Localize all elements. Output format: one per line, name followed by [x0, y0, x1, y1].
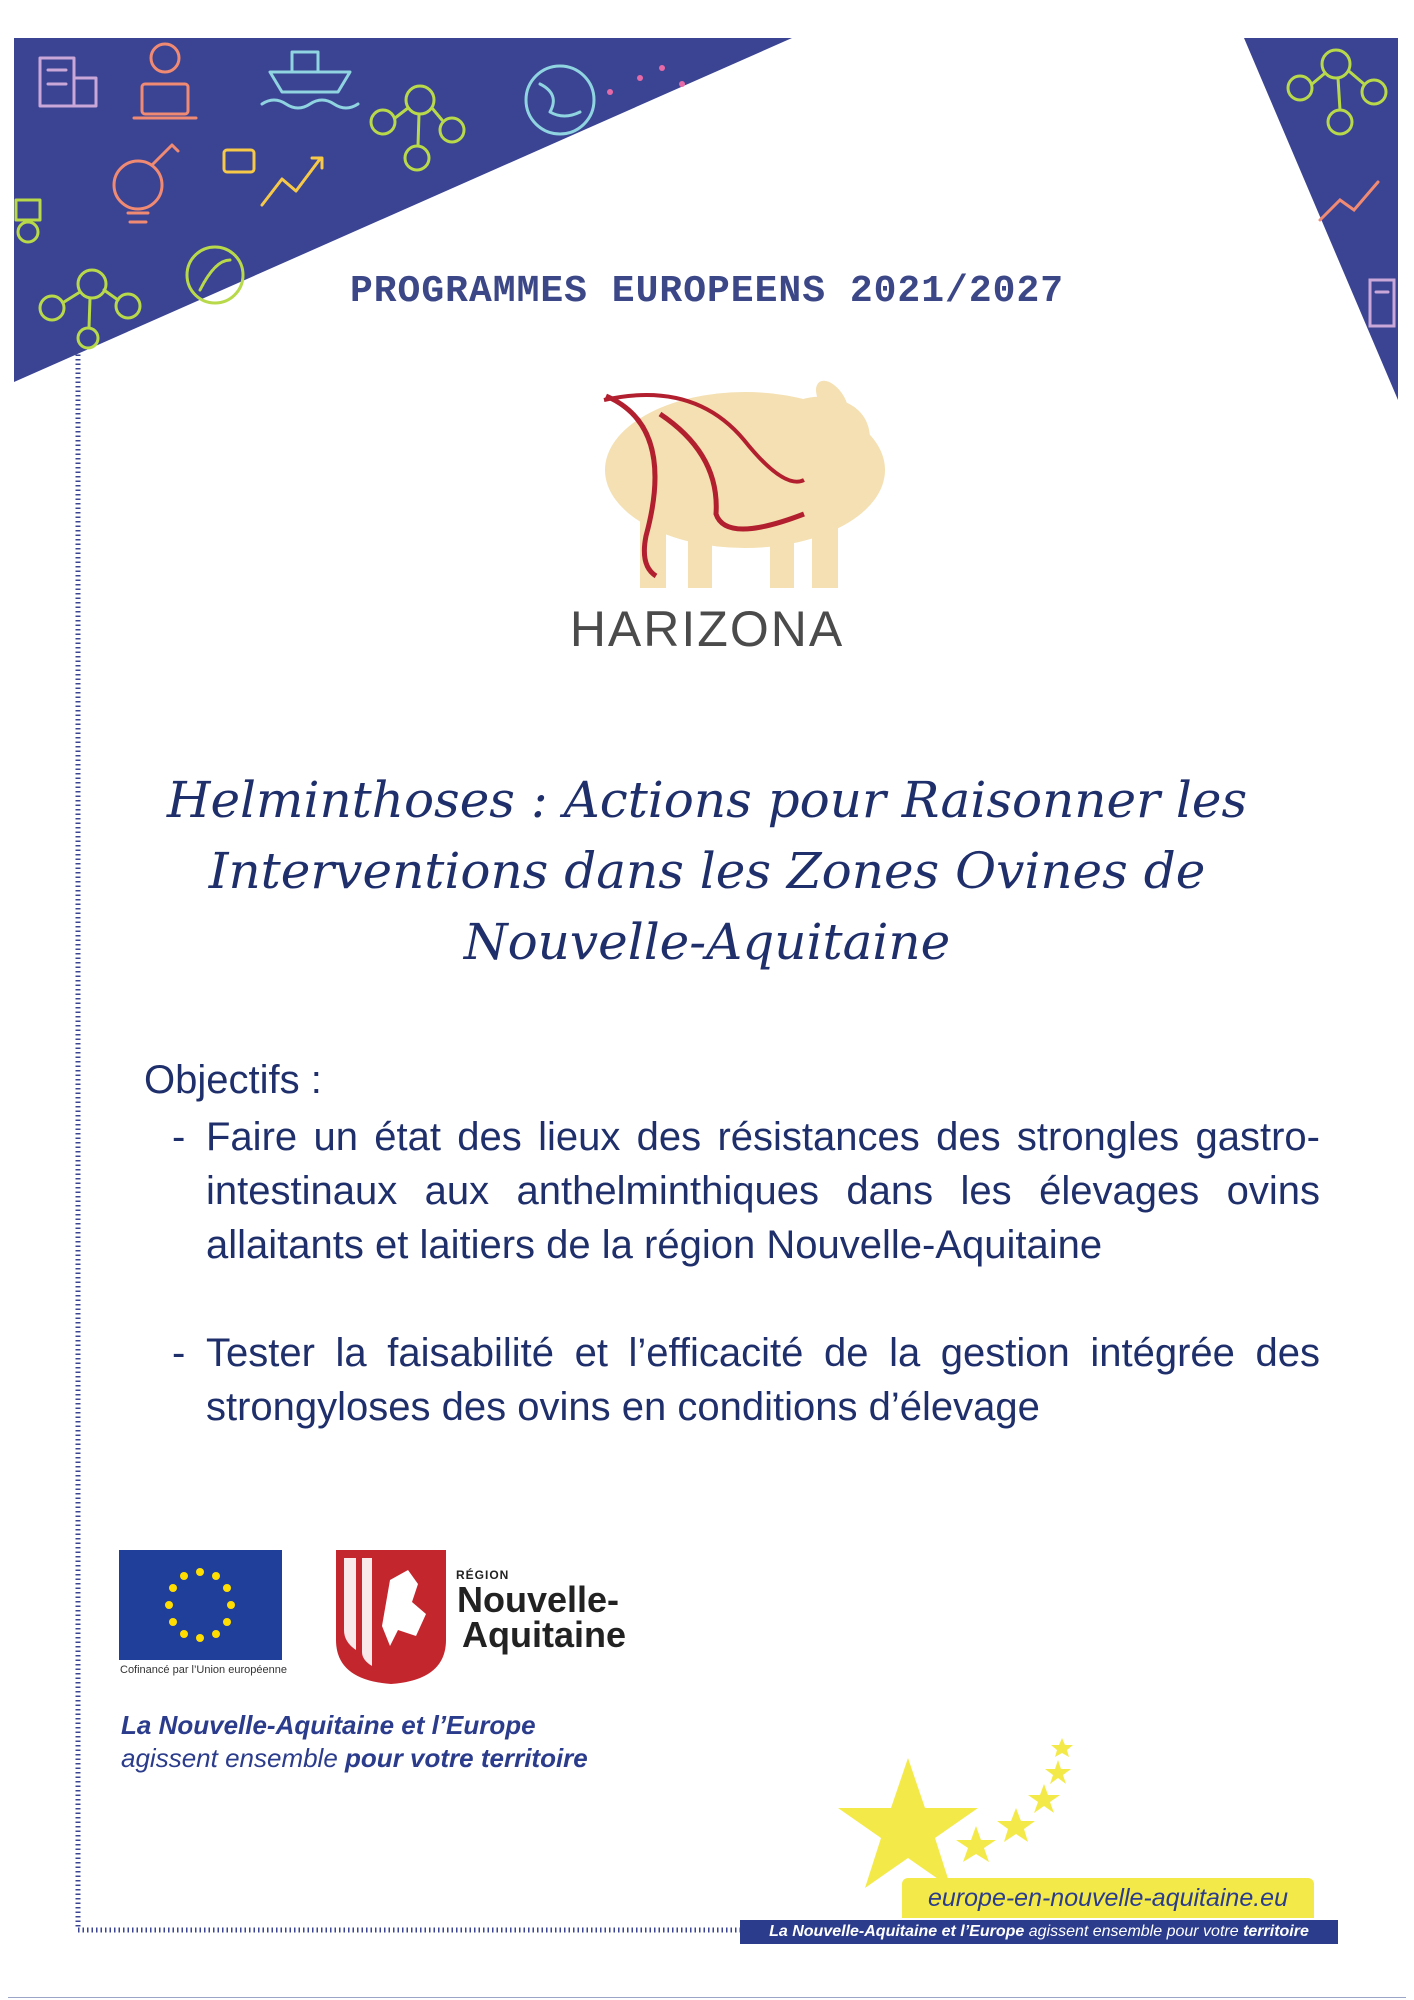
footer-bold-2: territoire — [1243, 1923, 1309, 1940]
objective-text: Faire un état des lieux des résistances des strongles gastro-intestinaux aux anthelminthiques dans les élevages ovins allaitants et laitiers de la région Nouvelle-Aquitaine — [206, 1115, 1320, 1267]
bullet-dash: - — [172, 1331, 186, 1375]
website-link[interactable]: europe-en-nouvelle-aquitaine.eu — [902, 1878, 1314, 1918]
region-name-line1: Nouvelle- — [457, 1579, 620, 1620]
slogan-bold: pour votre territoire — [345, 1743, 588, 1773]
region-name-line2: Aquitaine — [462, 1614, 627, 1655]
banner-top-left — [14, 38, 792, 382]
title-line: Interventions dans les Zones Ovines de — [208, 842, 1206, 900]
banner-top-right — [1244, 38, 1398, 400]
star-cluster-icon — [838, 1738, 1073, 1888]
slogan-pre: agissent ensemble — [121, 1743, 338, 1773]
document-title — [140, 765, 1274, 978]
footer-mid: agissent ensemble pour votre — [1028, 1923, 1239, 1940]
objective-text: Tester la faisabilité et l’efficacité de la gestion intégrée des strongyloses des ovins en conditions d’élevage — [206, 1331, 1320, 1429]
footer-bar — [740, 1920, 1338, 1944]
slogan-line1: La Nouvelle-Aquitaine et l’Europe — [121, 1710, 536, 1740]
slogan-line2 — [121, 1743, 588, 1774]
eu-flag — [119, 1550, 282, 1660]
eu-cofinance-caption: Cofinancé par l’Union européenne — [120, 1664, 287, 1676]
region-label: RÉGION — [456, 1568, 510, 1582]
region-shield-icon — [336, 1550, 446, 1684]
objective-item — [172, 1110, 1320, 1272]
title-line: Helminthoses : Actions pour Raisonner les — [166, 771, 1248, 829]
program-title: PROGRAMMES EUROPEENS 2021/2027 — [349, 270, 1065, 313]
sheep-icon — [604, 375, 885, 588]
bottom-rule — [8, 1997, 1406, 1998]
bullet-dash: - — [172, 1115, 186, 1159]
title-line: Nouvelle-Aquitaine — [463, 913, 951, 971]
objective-item — [172, 1326, 1320, 1434]
objectives-heading: Objectifs : — [144, 1058, 322, 1102]
harizona-logo-text: HARIZONA — [569, 601, 845, 657]
footer-bold-1: La Nouvelle-Aquitaine et l’Europe — [769, 1923, 1025, 1940]
